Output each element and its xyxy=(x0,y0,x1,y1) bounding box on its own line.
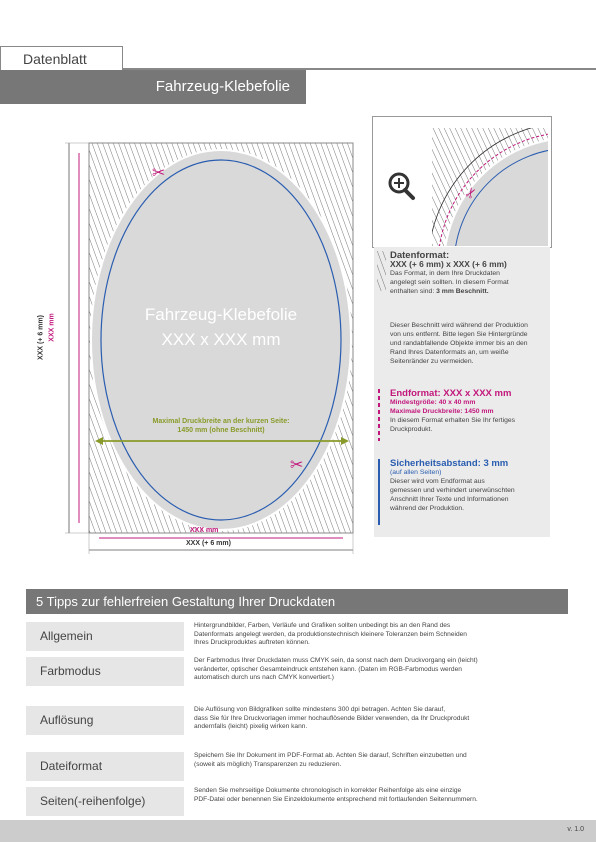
safety-marker xyxy=(378,459,380,525)
tip-row xyxy=(26,706,568,735)
tip-label: Seiten(-reihenfolge) xyxy=(26,787,184,816)
beschnitt-text: und randabfallende Objekte immer bis an den xyxy=(390,340,528,347)
sicher-text: Dieser wird vom Endformat aus xyxy=(390,478,485,485)
datenformat-text: angelegt sein sollten. In diesem Format xyxy=(390,279,509,286)
dim-inner-horizontal: XXX mm xyxy=(190,527,219,534)
tip-row xyxy=(26,657,568,686)
footer-bar xyxy=(0,820,596,842)
ellipse-size: XXX x XXX mm xyxy=(161,330,281,349)
tip-text-line: PDF-Datei oder benennen Sie Einzeldokumente entsprechend mit fortlaufenden Seitennummern. xyxy=(194,795,478,803)
sicher-title: Sicherheitsabstand: 3 mm xyxy=(390,458,509,469)
max-width: Maximale Druckbreite: 1450 mm xyxy=(390,408,494,415)
tip-text xyxy=(194,657,566,683)
datasheet-tab: Datenblatt xyxy=(0,46,123,70)
sicher-text: gemessen und verhindert unerwünschten xyxy=(390,487,515,494)
datenformat-size: XXX (+ 6 mm) x XXX (+ 6 mm) xyxy=(390,259,507,269)
endformat-marker xyxy=(378,389,380,441)
beschnitt-text: Rand Ihres Datenformats an, um weiße xyxy=(390,349,509,356)
scissors-icon: ✂ xyxy=(290,455,304,474)
beschnitt-text: von uns entfernt. Bitte legen Sie Hintergründe xyxy=(390,331,528,338)
endformat-title: Endformat: XXX x XXX mm xyxy=(390,388,512,399)
tip-label: Farbmodus xyxy=(26,657,184,686)
tip-row xyxy=(26,752,568,781)
ellipse-title: Fahrzeug-Klebefolie xyxy=(144,305,298,324)
tip-text xyxy=(194,622,566,648)
dim-outer-horizontal: XXX (+ 6 mm) xyxy=(186,540,231,547)
sicher-sub: (auf allen Seiten) xyxy=(390,469,442,476)
bleed-hatch-marker xyxy=(377,251,386,291)
tip-text xyxy=(194,752,566,769)
mindest-size: Mindestgröße: 40 x 40 mm xyxy=(390,399,476,406)
datenformat-text: Das Format, in dem Ihre Druckdaten xyxy=(390,270,500,277)
tip-text-line: Hintergrundbilder, Farben, Verläufe und Grafiken sollten unbedingt bis an den Rand des xyxy=(194,622,451,629)
width-note-1: Maximal Druckbreite an der kurzen Seite: xyxy=(152,418,290,425)
version-label: v. 1.0 xyxy=(567,826,584,833)
tip-text-line: andernfalls (leicht) pixelig wirken kann. xyxy=(194,723,308,731)
tip-text xyxy=(194,787,566,804)
width-note-2: 1450 mm (ohne Beschnitt) xyxy=(177,427,265,434)
tip-text-line: dass Sie für Ihre Druckvorlagen immer hochauflösende Bilder verwenden, da Ihr Druckprodukt xyxy=(194,714,470,722)
tip-label: Auflösung xyxy=(26,706,184,735)
tip-text-line: Senden Sie mehrseitige Dokumente chronologisch in korrekter Reihenfolge als eine einzige xyxy=(194,787,462,794)
sicher-text: Anschnitt Ihrer Texte und Informationen xyxy=(390,496,509,503)
tip-text xyxy=(194,706,566,732)
tips-heading: 5 Tipps zur fehlerfreien Gestaltung Ihrer Druckdaten xyxy=(26,589,568,614)
endformat-text: In diesem Format erhalten Sie Ihr fertiges xyxy=(390,417,516,424)
svg-text:✂: ✂ xyxy=(461,184,482,203)
tip-text-line: Datenformats angelegt werden, da produktionstechnisch kleinere Toleranzen beim Schneiden xyxy=(194,630,467,638)
tip-text-line: Speichern Sie Ihr Dokument im PDF-Format ab. Achten Sie darauf, Schriften einzubetten und xyxy=(194,752,467,759)
tip-text-line: (soweit als möglich) Transparenzen zu reduzieren. xyxy=(194,760,342,768)
tip-text-line: veränderter, optischer Gesamteindruck entstehen kann. (Daten im RGB-Farbmodus werden xyxy=(194,665,462,673)
sicher-text: während der Produktion. xyxy=(390,505,465,512)
tip-row xyxy=(26,622,568,651)
tip-text-line: Der Farbmodus Ihrer Druckdaten muss CMYK sein, da sonst nach dem Druckvorgang ein (leicht) xyxy=(194,657,478,664)
datenformat-text: enthalten sind: 3 mm Beschnitt. xyxy=(390,288,489,295)
endformat-text: Druckprodukt. xyxy=(390,426,433,433)
tip-text-line: Die Auflösung von Bildgrafiken sollte mindestens 300 dpi betragen. Achten Sie darauf, xyxy=(194,706,446,713)
tip-label: Allgemein xyxy=(26,622,184,651)
tip-text-line: Ihres Druckproduktes auftreten können. xyxy=(194,639,310,647)
dim-inner-vertical: XXX mm xyxy=(48,313,56,342)
zoom-detail xyxy=(372,116,552,248)
scissors-icon: ✂ xyxy=(152,163,166,182)
info-panel xyxy=(374,247,550,537)
tip-text-line: automatisch durch uns nach CMYK konvertiert.) xyxy=(194,674,334,682)
datenformat-title: Datenformat: xyxy=(390,250,450,261)
beschnitt-text: Seitenränder zu vermeiden. xyxy=(390,358,474,365)
tip-label: Dateiformat xyxy=(26,752,184,781)
beschnitt-text: Dieser Beschnitt wird während der Produktion xyxy=(390,322,528,329)
dim-outer-vertical: XXX (+ 6 mm) xyxy=(37,315,45,360)
tip-row xyxy=(26,787,568,816)
page-title: Fahrzeug-Klebefolie xyxy=(155,78,290,95)
